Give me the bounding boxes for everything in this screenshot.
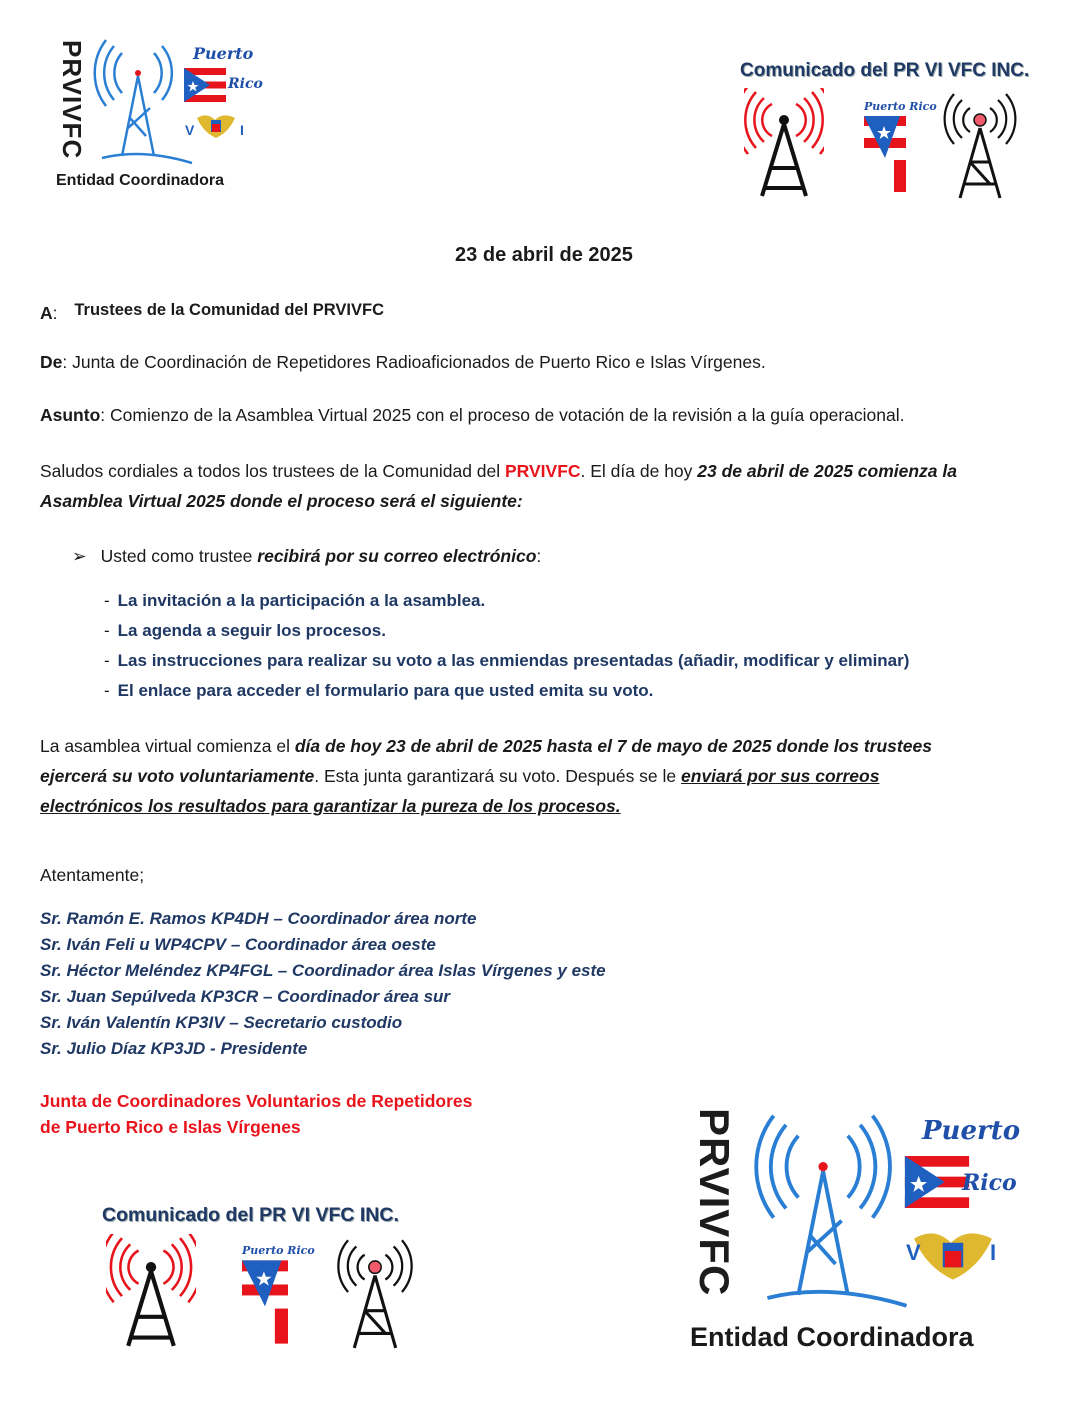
puerto-rico-flag-icon (864, 116, 906, 192)
list-item-text: El enlace para acceder el formulario para que usted emita su voto. (117, 681, 654, 700)
signatories-list (40, 906, 606, 1062)
tower-red-waves-icon (106, 1234, 196, 1350)
list-item (104, 676, 909, 706)
header-right-logo (738, 58, 1038, 208)
from-line (40, 347, 766, 377)
signatory: Sr. Juan Sepúlveda KP3CR – Coordinador área sur (40, 987, 451, 1006)
communique-title: Comunicado del PR VI VFC INC. (102, 1204, 399, 1226)
puerto-rico-flag-icon (242, 1260, 288, 1344)
bullet-line (72, 541, 541, 571)
delivery-list (104, 586, 909, 706)
intro-emphasis-2: Asamblea Virtual 2025 donde el proceso será el siguiente: (40, 491, 523, 511)
subject-value: : Comienzo de la Asamblea Virtual 2025 con el proceso de votación de la revisión a la guía operacional. (100, 405, 905, 425)
closing-text-b3: enviará por sus correos (681, 766, 880, 786)
intro-line-1 (40, 456, 1050, 486)
usvi-seal-icon (195, 110, 237, 140)
closing-line-1 (40, 731, 1050, 761)
list-item-text: Las instrucciones para realizar su voto a las enmiendas presentadas (añadir, modificar y eliminar) (117, 651, 910, 670)
bullet-text-2: recibirá por su correo electrónico (257, 546, 537, 566)
signoff: Atentamente; (40, 865, 145, 885)
logo-vi-left: V (185, 122, 195, 138)
list-item-text: La invitación a la participación a la asamblea. (117, 591, 486, 610)
tower-black-waves-icon (940, 88, 1020, 200)
tower-black-waves-icon (332, 1234, 418, 1350)
from-value: : Junta de Coordinación de Repetidores Radioaficionados de Puerto Rico e Islas Vírgenes. (62, 352, 766, 372)
footer-left-logo (100, 1204, 430, 1354)
arrow-bullet-icon: ➢ (72, 546, 87, 566)
list-item (104, 616, 909, 646)
logo-pr-text-top: Puerto (193, 44, 254, 63)
logo-caption: Entidad Coordinadora (690, 1322, 974, 1352)
list-item (104, 646, 909, 676)
from-label: De (40, 352, 63, 372)
list-item (104, 586, 909, 616)
subject-line (40, 400, 905, 430)
closing-text-a2: día de hoy 23 de abril de 2025 hasta el 7 de mayo de 2025 donde los trustees (294, 736, 932, 756)
list-dash: - (104, 591, 110, 610)
list-item-text: La agenda a seguir los procesos. (117, 621, 386, 640)
org-line-2: de Puerto Rico e Islas Vírgenes (40, 1117, 301, 1137)
list-dash: - (104, 621, 110, 640)
logo-pr-text-bottom: Rico (962, 1170, 1017, 1196)
document-date: 23 de abril de 2025 (455, 244, 633, 266)
closing-text-b1: ejercerá su voto voluntariamente (40, 766, 315, 786)
signatory: Sr. Iván Valentín KP3IV – Secretario custodio (40, 1013, 403, 1032)
subject-label: Asunto (40, 405, 101, 425)
header-left-logo (50, 38, 263, 198)
logo-pr-text-bottom: Rico (228, 76, 263, 92)
puerto-rico-flag-icon (184, 68, 226, 102)
radio-tower-icon (92, 38, 202, 168)
communique-title: Comunicado del PR VI VFC INC. (740, 60, 1030, 81)
logo-vertical-text: PRVIVFC (57, 40, 87, 160)
organization-footer (40, 1088, 472, 1140)
intro-text-1: Saludos cordiales a todos los trustees de la Comunidad del (40, 461, 505, 481)
intro-emphasis-1: 23 de abril de 2025 comienza la (697, 461, 957, 481)
signatory: Sr. Julio Díaz KP3JD - Presidente (40, 1039, 308, 1058)
logo-caption: Entidad Coordinadora (56, 172, 224, 189)
intro-line-2 (40, 486, 1050, 516)
intro-text-2: . El día de hoy (580, 461, 698, 481)
closing-line-2 (40, 761, 1050, 791)
intro-paragraph (40, 456, 1050, 516)
radio-tower-icon (752, 1108, 922, 1318)
to-line (40, 294, 384, 325)
footer-flag-text: Puerto Rico (242, 1244, 315, 1257)
signatory: Sr. Iván Feli u WP4CPV – Coordinador área oeste (40, 935, 436, 954)
closing-text-b2: . Esta junta garantizará su voto. Después se le (314, 766, 682, 786)
list-dash: - (104, 651, 110, 670)
closing-text-c1: electrónicos los resultados para garantizar la pureza de los procesos. (40, 796, 621, 816)
right-flag-text: Puerto Rico (864, 100, 937, 113)
closing-paragraph (40, 731, 1050, 821)
to-value: Trustees de la Comunidad del PRVIVFC (74, 301, 384, 319)
org-line-1: Junta de Coordinadores Voluntarios de Repetidores (40, 1091, 473, 1111)
closing-line-3 (40, 791, 1050, 821)
to-colon: : (52, 303, 58, 323)
signatory: Sr. Héctor Meléndez KP4FGL – Coordinador área Islas Vírgenes y este (40, 961, 606, 980)
to-label: A (40, 303, 53, 323)
bullet-text-1: Usted como trustee (100, 546, 258, 566)
signatory: Sr. Ramón E. Ramos KP4DH – Coordinador área norte (40, 909, 477, 928)
tower-red-waves-icon (744, 88, 824, 200)
intro-org: PRVIVFC (505, 461, 581, 481)
usvi-seal-icon (910, 1222, 996, 1284)
logo-vertical-text: PRVIVFC (691, 1108, 738, 1297)
logo-pr-text-top: Puerto (922, 1116, 1021, 1146)
footer-right-logo (686, 1104, 1021, 1364)
bullet-text-3: : (536, 546, 542, 566)
logo-vi-right: I (990, 1240, 997, 1265)
list-dash: - (104, 681, 110, 700)
logo-vi-left: V (906, 1240, 921, 1265)
closing-text-a1: La asamblea virtual comienza el (40, 736, 295, 756)
puerto-rico-flag-icon (904, 1156, 970, 1208)
logo-vi-right: I (240, 122, 244, 138)
